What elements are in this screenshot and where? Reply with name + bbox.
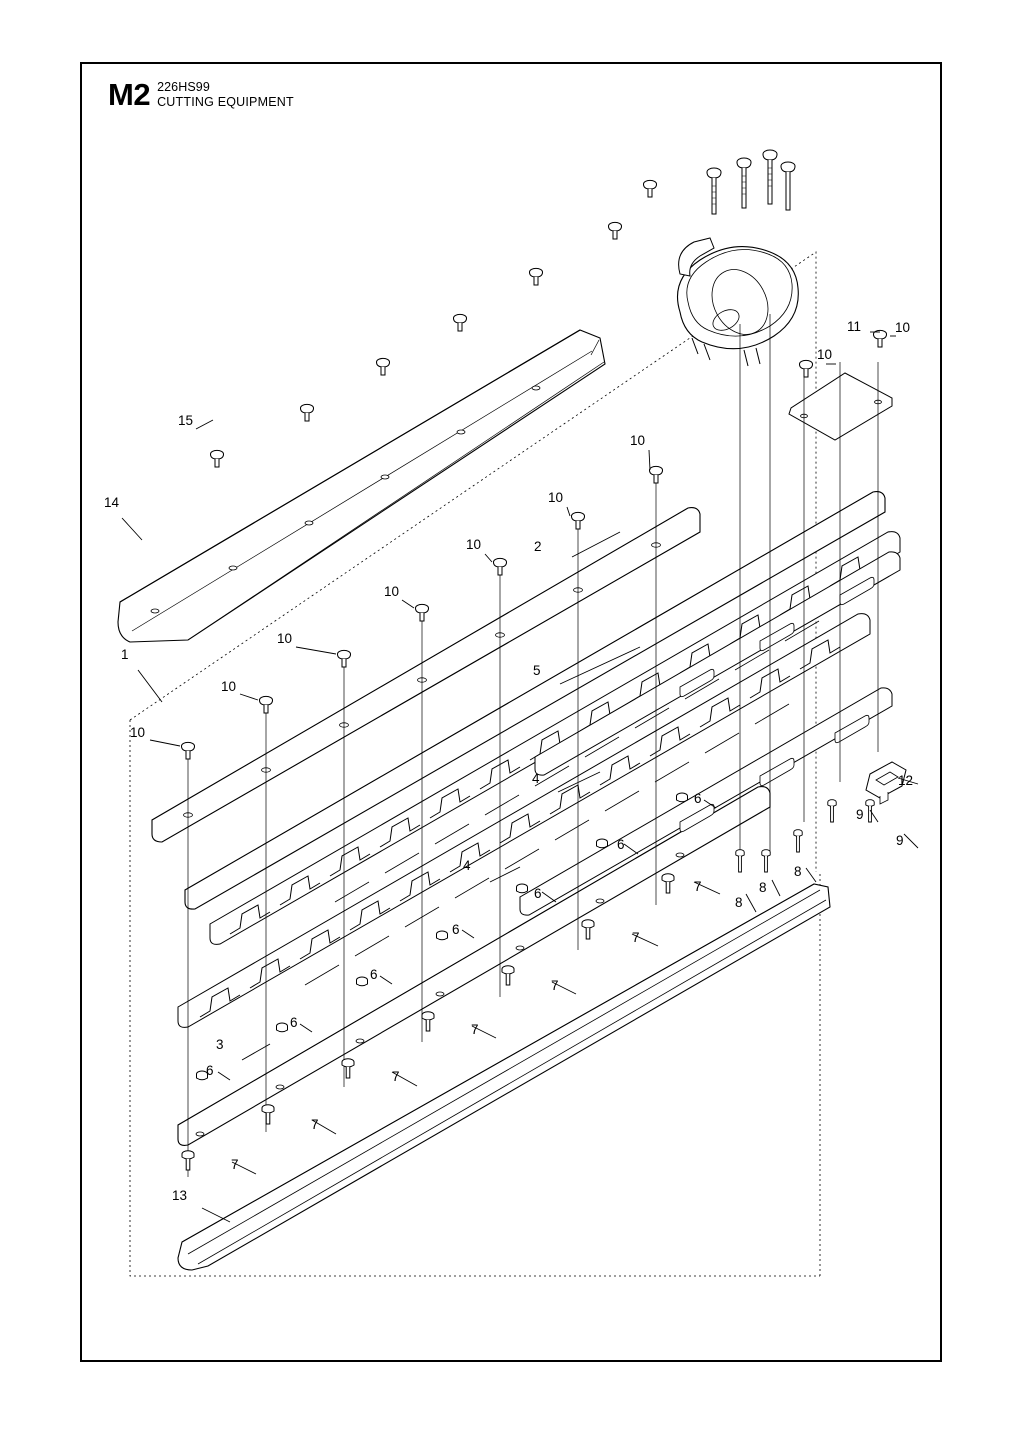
callout-number: 7 (551, 978, 559, 993)
page-title: CUTTING EQUIPMENT (157, 95, 294, 109)
exploded-diagram (80, 62, 942, 1362)
callout-number: 8 (794, 864, 802, 879)
callout-number: 6 (206, 1063, 214, 1078)
callout-number: 9 (856, 807, 864, 822)
callout-number: 5 (533, 663, 541, 678)
part-14-guard (118, 330, 605, 642)
callout-number: 10 (895, 320, 911, 335)
callout-number: 2 (534, 539, 542, 554)
callout-number: 11 (847, 319, 862, 334)
callout-number: 4 (463, 858, 471, 873)
callout-number: 12 (898, 773, 914, 788)
callout-number: 6 (694, 791, 702, 806)
callout-number: 10 (466, 537, 482, 552)
callout-number: 7 (392, 1069, 400, 1084)
callout-number: 10 (221, 679, 237, 694)
callout-number: 10 (630, 433, 646, 448)
callout-number: 15 (178, 413, 194, 428)
callout-number: 3 (216, 1037, 224, 1052)
callout-number: 10 (130, 725, 146, 740)
part-gearbox-housing (678, 238, 799, 366)
fastener-6-group (197, 793, 688, 1080)
callout-number: 10 (548, 490, 564, 505)
part-4-blade (178, 614, 870, 1028)
section-code: M2 (108, 77, 151, 112)
part-11-plate (789, 373, 892, 440)
callout-number: 8 (759, 880, 767, 895)
callout-number: 7 (632, 930, 640, 945)
callout-number: 6 (290, 1015, 298, 1030)
callout-number: 10 (384, 584, 400, 599)
callout-number: 13 (172, 1188, 188, 1203)
callout-number: 6 (617, 837, 625, 852)
model-number: 226HS99 (157, 80, 210, 94)
callout-number: 7 (231, 1157, 239, 1172)
callout-number: 7 (471, 1022, 479, 1037)
callout-number: 6 (370, 967, 378, 982)
callout-number: 9 (896, 833, 904, 848)
callout-number: 7 (311, 1117, 319, 1132)
callout-number: 6 (452, 922, 460, 937)
callout-number: 4 (532, 771, 540, 786)
callout-number: 1 (121, 647, 129, 662)
part-gearbox-screws (707, 150, 795, 214)
callout-number: 8 (735, 895, 743, 910)
callout-number: 7 (694, 879, 702, 894)
callout-number: 14 (104, 495, 120, 510)
callout-number: 6 (534, 886, 542, 901)
callout-number: 10 (817, 347, 833, 362)
callout-number: 10 (277, 631, 293, 646)
